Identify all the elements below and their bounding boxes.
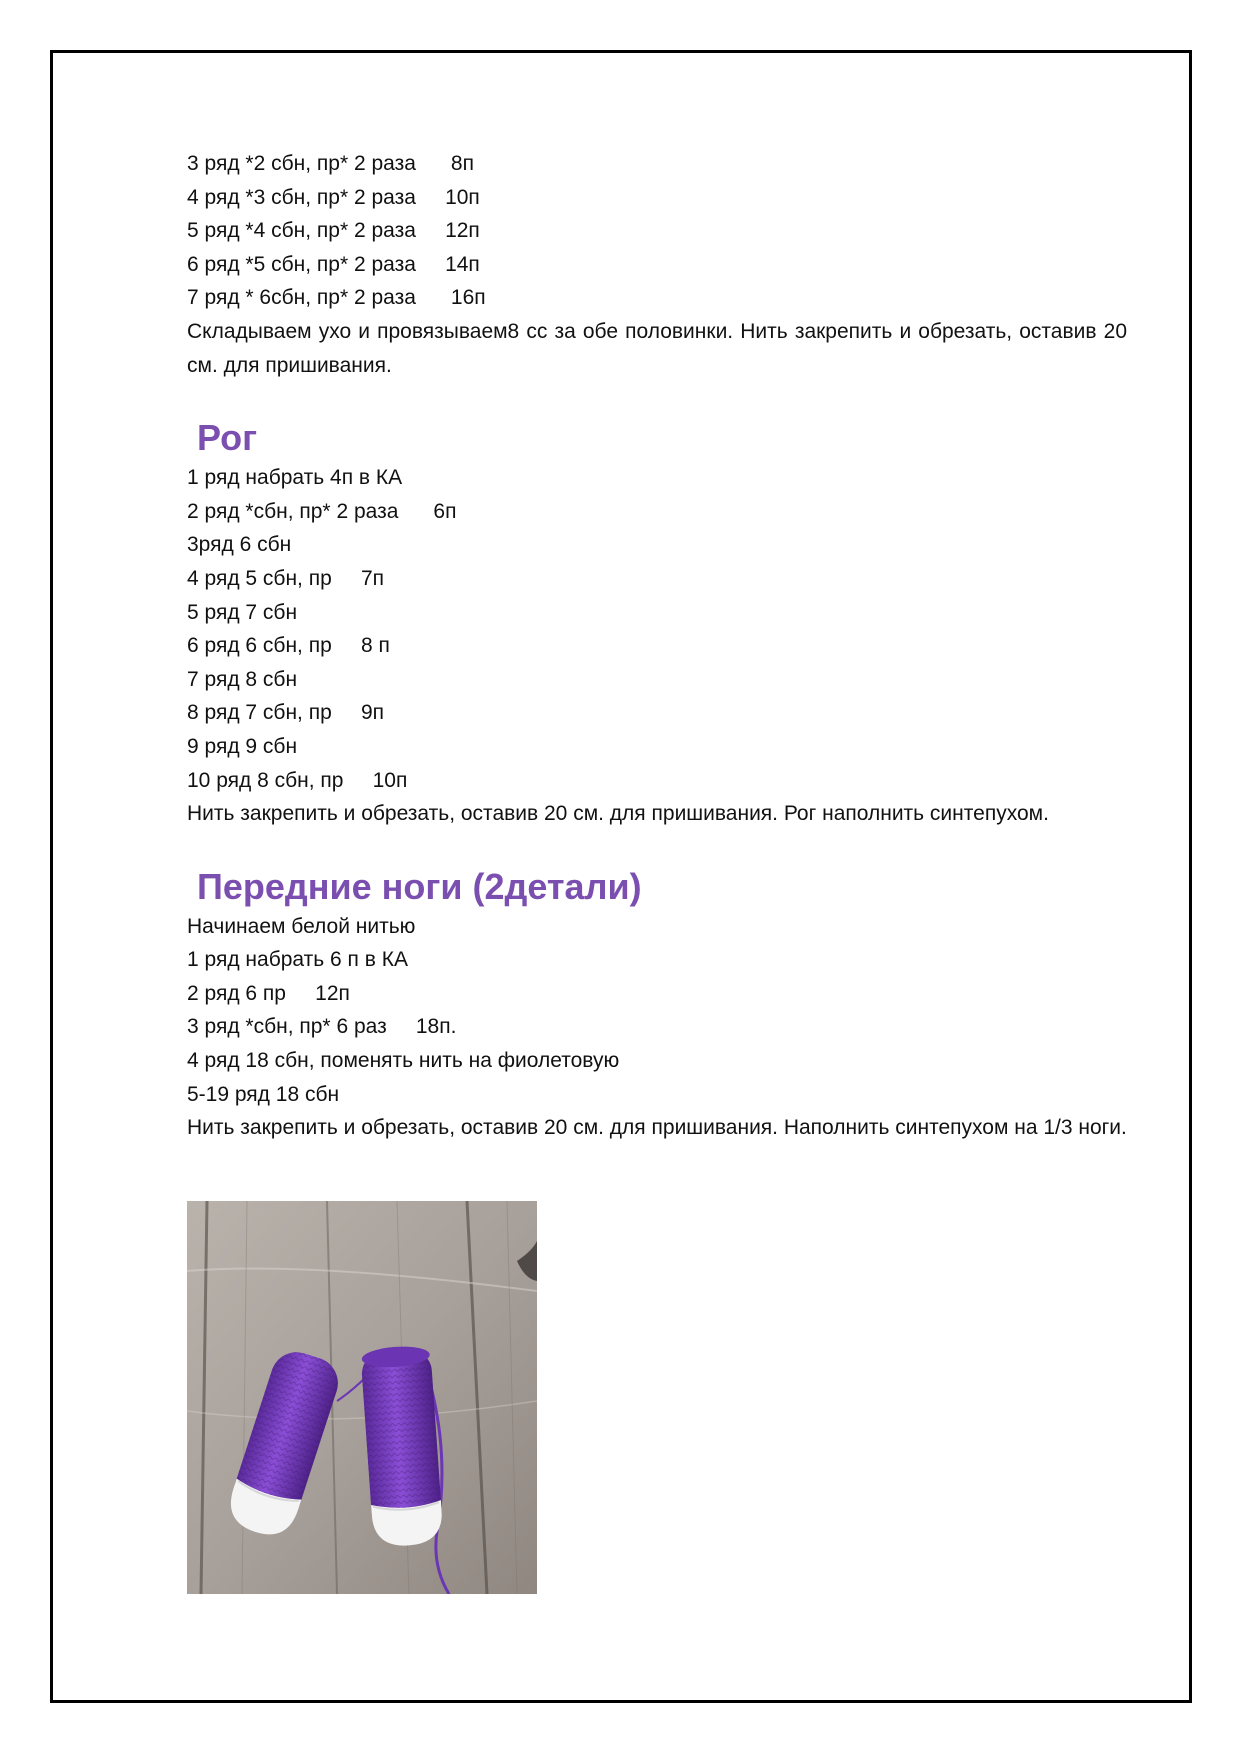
horn-row-10: 10 ряд 8 сбн, пр 10п [187,768,408,792]
document-content [187,147,1127,1145]
horn-closing-paragraph: Нить закрепить и обрезать, оставив 20 см. для пришивания. Рог наполнить синтепухом. [187,802,1049,826]
ear-row-6: 6 ряд *5 сбн, пр* 2 раза 14п [187,252,480,276]
front-legs-row-5-19: 5-19 ряд 18 сбн [187,1082,340,1106]
ear-section [187,147,1127,382]
horn-heading: Рог [197,417,258,459]
horn-row-1: 1 ряд набрать 4п в КА [187,466,403,490]
front-legs-row-4: 4 ряд 18 сбн, поменять нить на фиолетовую [187,1049,620,1073]
front-legs-intro: Начинаем белой нитью [187,914,416,938]
horn-row-3: 3ряд 6 сбн [187,533,292,557]
front-legs-closing-paragraph: Нить закрепить и обрезать, оставив 20 см. для пришивания. Наполнить синтепухом на 1/3 ноги. [187,1116,1127,1140]
horn-row-6: 6 ряд 6 сбн, пр 8 п [187,634,390,658]
horn-row-2: 2 ряд *сбн, пр* 2 раза 6п [187,499,457,523]
ear-row-7: 7 ряд * 6сбн, пр* 2 раза 16п [187,286,486,310]
horn-section [187,415,1127,831]
front-legs-row-1: 1 ряд набрать 6 п в КА [187,948,408,972]
front-legs-heading: Передние ноги (2детали) [197,865,642,907]
ear-closing-paragraph: Складываем ухо и провязываем8 сс за обе половинки. Нить закрепить и обрезать, оставив 20 см. для пришивания. [187,319,1127,377]
horn-row-5: 5 ряд 7 сбн [187,600,298,624]
ear-row-3: 3 ряд *2 сбн, пр* 2 раза 8п [187,152,474,175]
crocheted-legs-photo [187,1201,537,1594]
horn-row-9: 9 ряд 9 сбн [187,734,298,758]
horn-row-8: 8 ряд 7 сбн, пр 9п [187,701,384,725]
front-legs-section [187,864,1127,1145]
horn-row-7: 7 ряд 8 сбн [187,667,298,691]
ear-row-4: 4 ряд *3 сбн, пр* 2 раза 10п [187,185,480,209]
horn-row-4: 4 ряд 5 сбн, пр 7п [187,566,384,590]
ear-row-5: 5 ряд *4 сбн, пр* 2 раза 12п [187,219,480,243]
front-legs-row-2: 2 ряд 6 пр 12п [187,981,350,1005]
front-legs-row-3: 3 ряд *сбн, пр* 6 раз 18п. [187,1015,457,1039]
